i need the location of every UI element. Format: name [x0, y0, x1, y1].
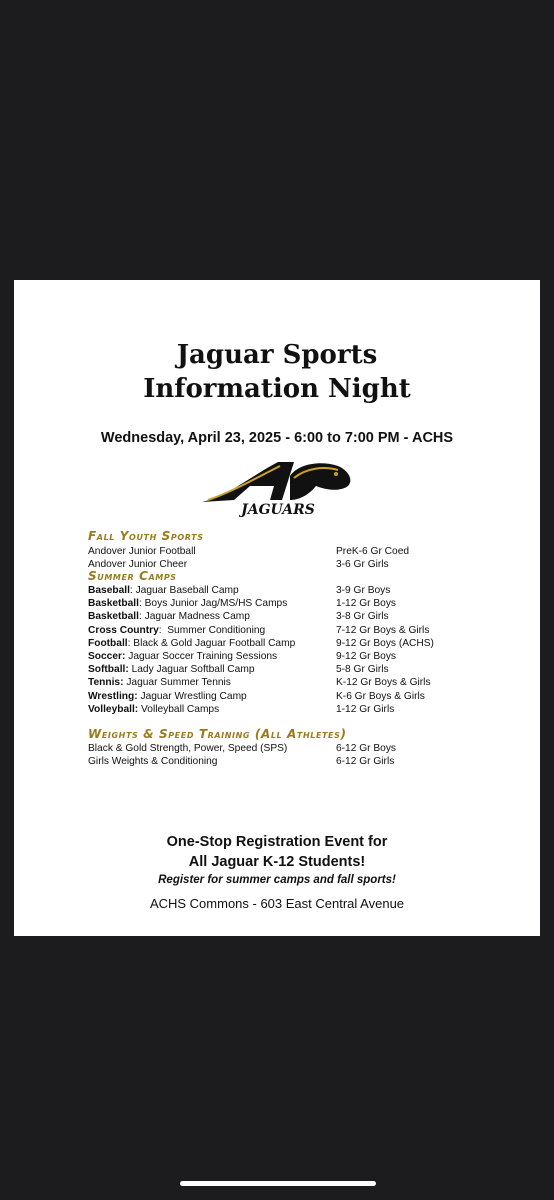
grade-group: 6-12 Gr Girls [336, 756, 395, 768]
grade-group: 9-12 Gr Boys (ACHS) [336, 637, 434, 649]
activity-cell [88, 637, 295, 650]
grade-group: 3-9 Gr Boys [336, 585, 391, 596]
list-item [88, 650, 528, 663]
flyer-image [14, 280, 540, 936]
title-line-1: Jaguar Sports [176, 340, 378, 370]
activity-cell [88, 610, 250, 623]
list-item [88, 663, 528, 676]
list-item [88, 742, 528, 755]
registration-line-1: One-Stop Registration Event for [166, 834, 388, 850]
fall-sports-list [88, 545, 528, 571]
summer-camps-list [88, 584, 528, 716]
list-item [88, 584, 528, 597]
category-separator: : [138, 611, 145, 623]
activity-name: Volleyball Camps [141, 703, 220, 715]
activity-cell [88, 584, 239, 597]
list-item [88, 690, 528, 703]
section-heading-weights: Weights & Speed Training (All Athletes) [88, 727, 347, 741]
list-item [88, 597, 528, 610]
activity-name: Andover Junior Football [88, 546, 196, 557]
section-heading-summer: Summer Camps [88, 569, 177, 583]
activity-cell [88, 755, 217, 768]
list-item [88, 755, 528, 768]
activity-cell [88, 624, 265, 637]
list-item [88, 624, 528, 637]
category-separator: : [138, 598, 145, 610]
list-item [88, 676, 528, 689]
home-indicator[interactable] [180, 1181, 376, 1186]
sport-category: Tennis: [88, 677, 124, 689]
section-heading-fall: Fall Youth Sports [88, 529, 204, 543]
grade-group: 5-8 Gr Girls [336, 664, 389, 676]
activity-name: Andover Junior Cheer [88, 559, 188, 571]
sport-category: Wrestling: [88, 690, 138, 702]
jaguars-logo [198, 456, 358, 522]
category-separator: : [158, 624, 168, 636]
activity-name: Jaguar Summer Tennis [126, 677, 231, 689]
activity-cell [88, 703, 219, 716]
sport-category: Basketball [88, 598, 139, 610]
activity-cell [88, 650, 277, 663]
sport-category: Cross Country [88, 624, 159, 636]
activity-cell [88, 690, 247, 703]
flyer-title [14, 338, 540, 406]
category-separator: : [127, 637, 134, 649]
grade-group: K-6 Gr Boys & Girls [336, 690, 425, 702]
activity-name: Boys Junior Jag/MS/HS Camps [144, 598, 288, 610]
event-date: Wednesday, April 23, 2025 - 6:00 to 7:00 PM - ACHS [100, 430, 454, 446]
activity-name: Girls Weights & Conditioning [88, 756, 218, 768]
logo-wordmark: JAGUARS [241, 502, 315, 518]
activity-name: Jaguar Madness Camp [144, 611, 250, 623]
activity-cell [88, 663, 254, 676]
grade-group: 9-12 Gr Boys [336, 650, 397, 662]
registration-subtext: Register for summer camps and fall sports! [158, 874, 396, 886]
activity-name: Jaguar Wrestling Camp [140, 690, 247, 702]
jaguar-logo-icon [198, 456, 358, 506]
grade-group: 3-8 Gr Girls [336, 611, 389, 623]
grade-group: 7-12 Gr Boys & Girls [336, 624, 430, 636]
event-venue: ACHS Commons - 603 East Central Avenue [149, 896, 405, 911]
activity-name: Black & Gold Strength, Power, Speed (SPS) [88, 743, 288, 754]
list-item [88, 703, 528, 716]
title-line-2: Information Night [143, 374, 411, 404]
grade-group: 3-6 Gr Girls [336, 559, 389, 571]
list-item [88, 637, 528, 650]
activity-cell [88, 545, 196, 558]
activity-cell [88, 597, 287, 610]
grade-group: PreK-6 Gr Coed [336, 546, 410, 557]
list-item [88, 610, 528, 623]
activity-cell [88, 742, 287, 755]
activity-name: Jaguar Baseball Camp [135, 585, 239, 596]
grade-group: 6-12 Gr Boys [336, 743, 397, 754]
sport-category: Baseball [88, 585, 130, 596]
sport-category: Football [88, 637, 128, 649]
list-item [88, 545, 528, 558]
sport-category: Soccer: [88, 650, 126, 662]
sport-category: Softball: [88, 664, 129, 676]
activity-name: Jaguar Soccer Training Sessions [128, 650, 278, 662]
activity-cell [88, 676, 231, 689]
activity-name: Lady Jaguar Softball Camp [131, 664, 255, 676]
activity-name: Summer Conditioning [167, 624, 266, 636]
registration-line-2: All Jaguar K-12 Students! [188, 854, 366, 870]
registration-heading [14, 832, 540, 872]
activity-name: Black & Gold Jaguar Football Camp [133, 637, 296, 649]
grade-group: 1-12 Gr Girls [336, 703, 395, 715]
category-separator: : [129, 585, 136, 596]
grade-group: 1-12 Gr Boys [336, 598, 397, 610]
grade-group: K-12 Gr Boys & Girls [336, 677, 431, 689]
sport-category: Volleyball: [88, 703, 139, 715]
weights-training-list [88, 742, 528, 768]
sport-category: Basketball [88, 611, 139, 623]
